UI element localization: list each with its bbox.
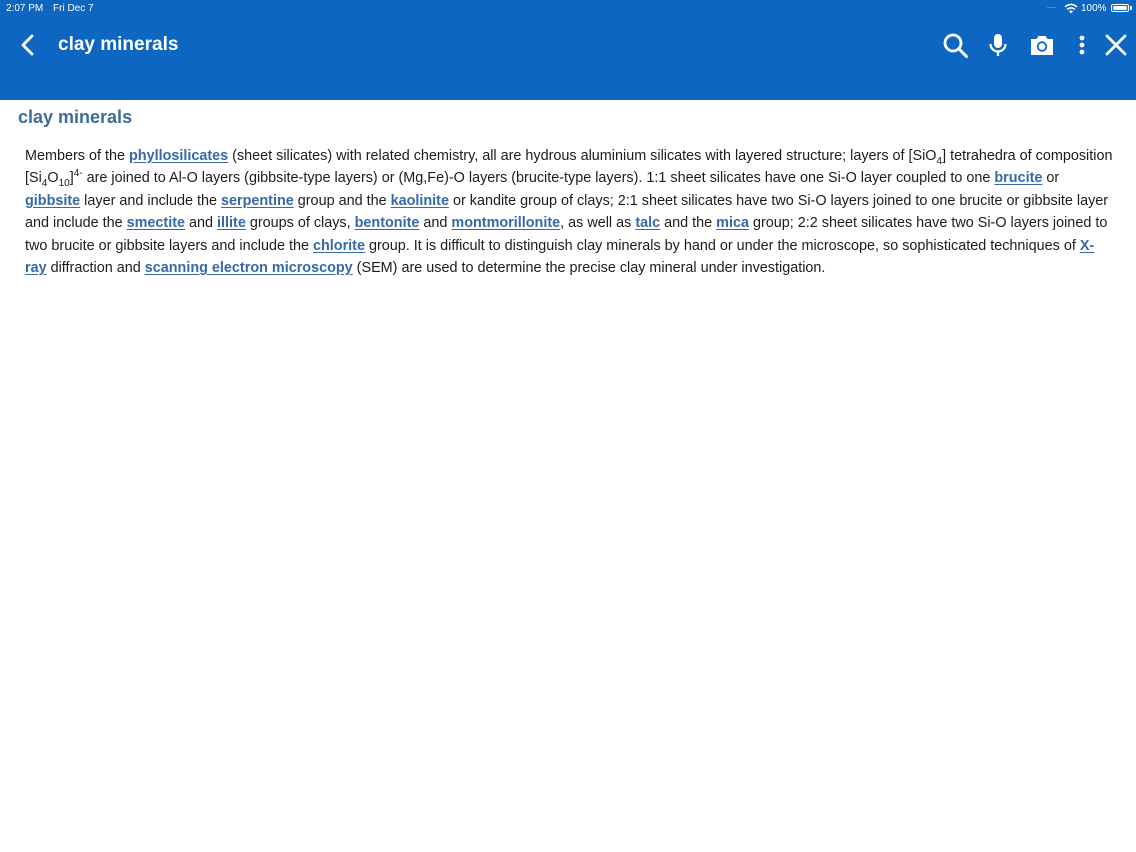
search-query[interactable]: clay minerals	[58, 34, 179, 55]
link-x-ray[interactable]: X-ray	[25, 237, 1095, 277]
link-phyllosilicates[interactable]: phyllosilicates	[128, 148, 229, 164]
link-bentonite[interactable]: bentonite	[354, 215, 420, 232]
link-smectite[interactable]: smectite	[126, 215, 186, 232]
definition-text: , as well as	[560, 215, 636, 232]
close-icon[interactable]	[1102, 31, 1130, 59]
search-icon[interactable]	[941, 31, 969, 59]
battery-cap	[1130, 6, 1132, 10]
definition-text: layer and include the	[80, 192, 221, 209]
status-time: 2:07 PM	[6, 3, 44, 14]
definition-text: Members of the	[25, 148, 129, 164]
dictionary-entry	[0, 100, 1136, 852]
definition-text: group. It is difficult to distinguish clay minerals by hand or under the microscope, so sophisticated techniques of	[364, 237, 1080, 254]
link-illite[interactable]: illite	[217, 215, 246, 232]
definition-text: and the	[660, 215, 717, 232]
link-gibbsite[interactable]: gibbsite	[25, 192, 81, 209]
definition-text: group and the	[293, 192, 391, 209]
definition-text: and	[185, 215, 218, 232]
wifi-icon	[1064, 3, 1078, 14]
chevron-left-icon[interactable]	[16, 32, 42, 58]
definition-text: (SEM) are used to determine the precise clay mineral under investigation.	[352, 260, 826, 277]
subscript: 4	[41, 178, 48, 190]
signal-dots: .....	[1047, 3, 1057, 10]
definition-text: groups of clays,	[245, 215, 355, 232]
subscript: 4	[936, 155, 943, 167]
definition-text: group; 2:2 sheet silicates have two Si-O layers joined to two brucite or gibbsite layers and include the	[25, 215, 1108, 254]
definition-text: are joined to Al-O layers (gibbsite-type layers) or (Mg,Fe)-O layers (brucite-type layers). 1:1 sheet silicates have one Si-O layer coupled to one	[82, 170, 995, 187]
link-brucite[interactable]: brucite	[994, 170, 1043, 187]
definition-text: or kandite group of clays; 2:1 sheet silicates have two Si-O layers joined to one brucite or gibbsite layer and include the	[25, 192, 1109, 232]
definition-text: (sheet silicates) with related chemistry, all are hydrous aluminium silicates with layered structure; layers of [SiO	[228, 148, 937, 164]
definition-text: or	[1042, 170, 1060, 187]
definition-text: diffraction and	[46, 260, 145, 277]
link-serpentine[interactable]: serpentine	[220, 192, 294, 209]
microphone-icon[interactable]	[984, 31, 1012, 59]
definition-text: O	[47, 170, 59, 187]
status-date: Fri Dec 7	[53, 3, 94, 14]
link-talc[interactable]: talc	[635, 215, 661, 232]
link-kaolinite[interactable]: kaolinite	[390, 192, 449, 209]
superscript: 4-	[73, 168, 83, 180]
definition-text: ] tetrahedra of composition [Si	[25, 148, 1113, 187]
link-chlorite[interactable]: chlorite	[312, 237, 365, 254]
more-vertical-icon[interactable]	[1068, 31, 1096, 59]
link-scanning-electron-microscopy[interactable]: scanning electron microscopy	[144, 260, 353, 277]
definition-text: and	[419, 215, 452, 232]
definition-text: ]	[69, 170, 74, 187]
link-montmorillonite[interactable]: montmorillonite	[451, 215, 561, 232]
app-header	[0, 0, 1136, 100]
battery-percentage: 100%	[1081, 3, 1107, 14]
subscript: 10	[58, 178, 70, 190]
status-bar	[0, 0, 1136, 17]
link-mica[interactable]: mica	[716, 215, 749, 232]
entry-title: clay minerals	[18, 107, 133, 127]
battery-icon	[1111, 4, 1129, 12]
entry-definition	[25, 145, 1115, 279]
camera-icon[interactable]	[1028, 31, 1056, 59]
